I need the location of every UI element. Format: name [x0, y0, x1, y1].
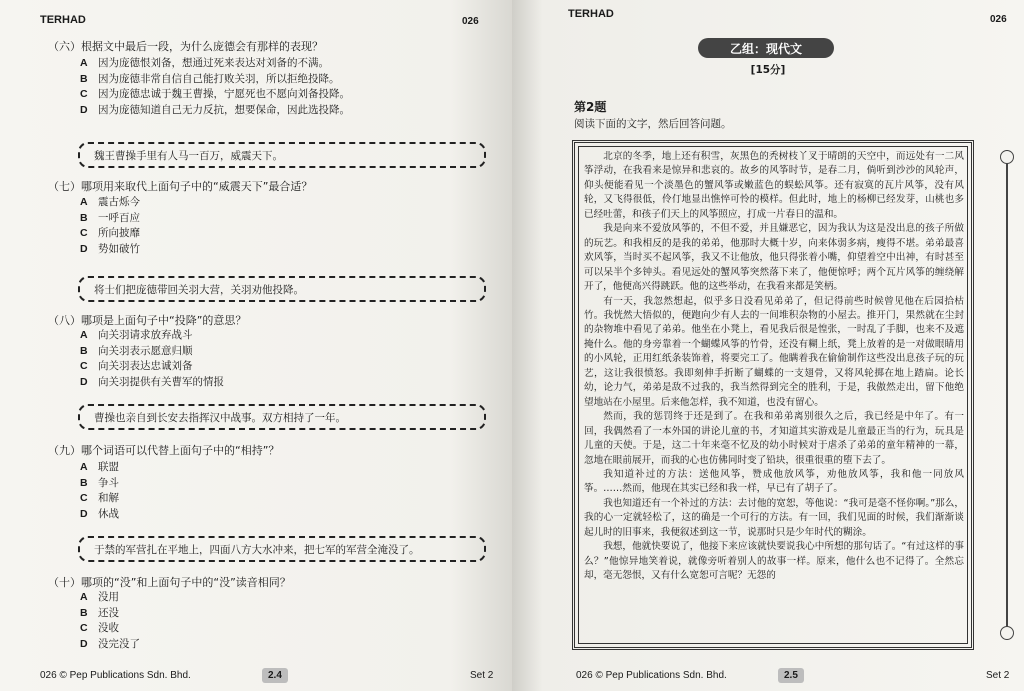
option[interactable]: A 向关羽请求放弃战斗	[80, 329, 193, 341]
option[interactable]: B 争斗	[80, 476, 119, 489]
question-instruction: 阅读下面的文字，然后回答问题。	[574, 118, 732, 130]
decorative-rail	[998, 150, 1016, 640]
option[interactable]: A 没用	[80, 591, 119, 603]
passage-paragraph: 北京的冬季，地上还有积雪，灰黑色的秃树枝丫叉于晴朗的天空中，而远处有一二风筝浮动，在我看来是惊异和悲哀的。故乡的风筝时节，是春二月，倘听到沙沙的风轮声，仰头便能看见一个淡墨色的蟹风筝或嫩蓝色的蜈蚣风筝。还有寂寞的瓦片风筝，没有风轮，又飞得很低，伶仃地显出憔悴可怜的模样。但此时，地上的杨柳已经发芽，山桃也多已经吐蕾，和孩子们天上的风筝照应，打成一片春日的温和。	[584, 151, 964, 220]
passage-paragraph: 我也知道还有一个补过的方法：去讨他的宽恕，等他说：“我可是毫不怪你啊。”那么，我的心一定就轻松了，这的确是一个可行的方法。有一回，我们见面的时候，我们渐渐谈起儿时的旧事来，我便叙述到这一节，说那时只是少年时代的糊涂。	[584, 497, 964, 538]
question-6-options	[80, 56, 350, 118]
passage-text	[584, 150, 964, 584]
marks-label: [15分]	[750, 64, 786, 76]
option[interactable]: C 和解	[80, 492, 119, 504]
passage-paragraph: 然而，我的惩罚终于还是到了。在我和弟弟离别很久之后，我已经是中年了。有一回，我偶然看了一本外国的讲论儿童的书，才知道其实游戏是儿童最正当的行为，玩具是儿童的天使。于是，这二十年来毫不忆及的幼小时候对于虐杀了弟弟的童年精神的一幕，忽地在眼前展开，而我的心也仿佛同时变了铅块，很重很重的堕下去了。	[584, 411, 964, 466]
option[interactable]: A 因为庞德恨刘备，想通过死来表达对刘备的不满。	[80, 57, 329, 69]
page-number: 2.4	[262, 668, 288, 683]
question-6: （六）根据文中最后一段，为什么庞德会有那样的表现？	[48, 40, 323, 53]
option[interactable]: D 势如破竹	[80, 242, 140, 255]
question-7-options	[80, 195, 140, 257]
question-title: 第2题	[574, 100, 607, 114]
question-9-options	[80, 460, 119, 522]
header-label: TERHAD	[40, 14, 86, 26]
question-10: （十）哪项的“没”和上面句子中的“没”读音相同？	[48, 576, 291, 589]
question-7: （七）哪项用来取代上面句子中的“威震天下”最合适？	[48, 180, 313, 193]
question-8: （八）哪项是上面句子中“投降”的意思？	[48, 314, 247, 327]
option[interactable]: C 没收	[80, 622, 119, 634]
option[interactable]: C 向关羽表达忠诚刘备	[80, 360, 193, 372]
section-title: 乙组：现代文	[698, 38, 834, 58]
option[interactable]: D 向关羽提供有关曹军的情报	[80, 375, 224, 388]
question-10-options	[80, 590, 140, 652]
right-page	[512, 0, 1024, 691]
quote-box-3: 曹操也亲自到长安去指挥汉中战事。双方相持了一年。	[78, 404, 486, 430]
set-label: Set 2	[986, 670, 1010, 681]
option[interactable]: C 所向披靡	[80, 227, 140, 239]
quote-box-2: 将士们把庞德带回关羽大营，关羽劝他投降。	[78, 276, 486, 302]
option[interactable]: D 休战	[80, 507, 119, 520]
header-code: 026	[990, 14, 1007, 25]
passage-paragraph: 有一天，我忽然想起，似乎多日没看见弟弟了，但记得前些时候曾见他在后园拾枯竹。我恍然大悟似的，便跑向少有人去的一间堆积杂物的小屋去。推开门，果然就在尘封的杂物堆中看见了弟弟。他坐在小凳上，看见我后很是惶张，一时乱了手脚，也来不及遮掩什么。他的身旁靠着一个蝴蝶风筝的竹骨，还没有糊上纸，凳上放着的是一对做眼睛用的小风轮，正用红纸条装饰着，将要完工了。他瞒着我在偷偷制作这些没出息孩子玩的玩艺，这让我很愤怒。我即刻伸手折断了蝴蝶的一支翅骨，又将风轮掷在地上踏扁。论长幼，论力气，弟弟是敌不过我的，我当然得到完全的胜利，于是，我傲然走出，留下他绝望地站在小屋里。后来他怎样，我不知道，也没有留心。	[584, 295, 964, 408]
header-code: 026	[462, 16, 479, 27]
option[interactable]: A 震古烁今	[80, 196, 140, 208]
option[interactable]: A 联盟	[80, 461, 119, 473]
quote-box-1: 魏王曹操手里有人马一百万，威震天下。	[78, 142, 486, 168]
page-number: 2.5	[778, 668, 804, 683]
option[interactable]: B 因为庞德非常自信自己能打败关羽，所以拒绝投降。	[80, 72, 340, 85]
question-8-options	[80, 328, 224, 390]
option[interactable]: C 因为庞德忠诚于魏王曹操，宁愿死也不愿向刘备投降。	[80, 88, 350, 100]
quote-box-4: 于禁的军营扎在平地上，四面八方大水冲来，把七军的军营全淹没了。	[78, 536, 486, 562]
option[interactable]: D 没完没了	[80, 637, 140, 650]
option[interactable]: B 还没	[80, 606, 119, 619]
passage-paragraph: 我是向来不爱放风筝的，不但不爱，并且嫌恶它，因为我认为这是没出息的孩子所做的玩艺。和我相反的是我的弟弟，他那时大概十岁，向来体弱多病，瘦得不堪。弟弟最喜欢风筝，当时买不起风筝，我又不让他放，他只得张着小嘴，仰望着空中出神，有时甚至可以呆半个多钟头。看见远处的蟹风筝突然落下来了，他便惊呼；两个瓦片风筝的缠绕解开了，他便高兴得跳跃。他的这些举动，在我看来都是笑柄。	[584, 223, 964, 293]
option[interactable]: B 一呼百应	[80, 211, 140, 224]
footer-publisher: 026 © Pep Publications Sdn. Bhd.	[576, 670, 727, 681]
option[interactable]: D 因为庞德知道自己无力反抗，想要保命，因此选投降。	[80, 103, 350, 116]
footer-publisher: 026 © Pep Publications Sdn. Bhd.	[40, 670, 191, 681]
passage-paragraph: 我知道补过的方法：送他风筝，赞成他放风筝，劝他放风筝，我和他一同放风筝。……然而，他现在其实已经和我一样，早已有了胡子了。	[584, 468, 964, 495]
header-label: TERHAD	[568, 8, 614, 20]
passage-paragraph: 我想，他就快要说了，他接下来应该就快要说我心中所想的那句话了。“有过这样的事么？”他惊异地笑着说，就像旁听着别人的故事一样。原来，他什么也不记得了。全然忘却，毫无怨恨，又有什么宽恕可言呢？无怨的	[584, 541, 964, 582]
question-9: （九）哪个词语可以代替上面句子中的“相持”？	[48, 444, 280, 457]
option[interactable]: B 向关羽表示愿意归顺	[80, 344, 193, 357]
set-label: Set 2	[470, 670, 494, 681]
